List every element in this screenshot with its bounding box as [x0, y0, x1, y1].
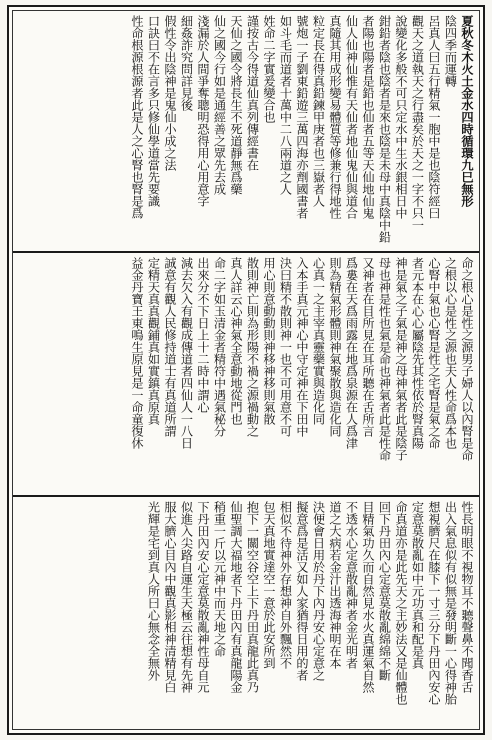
text-column: 淺漏於人間爭奪聰明恐得用心用意字: [196, 15, 210, 207]
text-column: 母也神是性也氣是命也神氣者此是性命: [377, 257, 392, 461]
column-group-top: [17, 15, 475, 243]
text-column: 心真一之主宰真靈藥實與造化同: [311, 257, 326, 425]
text-column: 光輝是宅到真人所曰心無念全無外: [146, 501, 161, 681]
text-column: 包天真地實達空一意於此安所到: [262, 501, 276, 669]
text-column: 仙之國今行如是通經善之眾先去成: [212, 15, 227, 195]
text-column: 粒定長在得真鉛鍊甲庚者也三嶽者人: [311, 15, 326, 207]
text-column: 用心則意動動則神移神移則氣散: [262, 257, 276, 425]
text-column: 似進入尖路自運生天極云往想有先神: [179, 501, 194, 693]
text-column: 想視臍尺在膝下一寸三分下丹田內安心: [427, 501, 441, 705]
text-column: 決便會日用於丹下內丹安心定意之: [311, 501, 326, 681]
text-column: 姓命二字實爰變合也: [262, 15, 276, 123]
text-column: 相似不待神外存想神自外飄然不: [278, 501, 293, 669]
text-column: 細姦詐究問詳見後: [179, 15, 194, 111]
text-column: 性長明眼不視物耳不聽聲鼻不聞香舌: [460, 501, 474, 693]
text-column: 呂真人曰五行精氣一胞中是也陰符經曰: [427, 15, 441, 219]
text-column: 假性令出陰神是鬼仙小成之法: [163, 15, 177, 171]
text-column: 天仙之國令將長生不死道靜無爲藥: [229, 15, 243, 195]
text-column: 道之大病若金汁出透海神明在本: [328, 501, 342, 669]
text-column: 服大臍心目內中觀真影相神清精見白: [163, 501, 177, 693]
text-column: 鉗鉛者陰也陰者是來也陰是未母中真陰中鉛: [377, 15, 392, 243]
text-column: 陰四季而運轉: [443, 15, 458, 87]
text-column: 說變化多般不可只定水中生水銀相日中: [394, 15, 408, 219]
text-column: 擬意爲是活又如人家猶得日用的者: [295, 501, 309, 681]
column-group-middle: [17, 257, 475, 489]
text-column: 散則神亡則為形陽不禍之源禍動之: [245, 257, 260, 437]
text-column: 仙人仙神仙惟有天仙者地仙鬼仙與道合: [344, 15, 359, 219]
column-group-bottom: [17, 501, 475, 731]
text-column: 出入氣息似有似無是發明斷一心得神胎: [443, 501, 458, 705]
text-column: 則為精氣形體則神氣聚散與造化同: [328, 257, 342, 437]
text-column: 定精天真真觀鋪真如實鎮真原真: [146, 257, 161, 425]
text-column: 下丹田內安心定意莫散亂神性母自元: [196, 501, 210, 693]
text-column: 真隨其用成形變易體質等修兼行得地性: [328, 15, 342, 219]
text-column: 命真道亦是此先天之主妙法又是仙體也: [394, 501, 408, 705]
text-column: 如斗毛而道者十萬中二八兩道之人: [278, 15, 293, 195]
text-column: 號炮一子劉東鉛遊三萬四海亦劑國書者: [295, 15, 309, 219]
text-column: 入本手真元神心中守定神在下田中: [295, 257, 309, 437]
text-column: 者元本在心心屬陰先其性依於腎真陽: [410, 257, 425, 449]
text-column: 口訣曰不在言多只修仙學道當先要識: [146, 15, 161, 207]
text-column: 仙聖調大福地者下丹田內有真龍陽金: [229, 501, 243, 693]
text-column: 真人詳云心神氣全意動地從門也: [229, 257, 243, 425]
text-column: 夏秋冬木火土金水四時循環九巳無形: [460, 15, 474, 207]
text-column: 出來分不下日上十二時中謂心: [196, 257, 210, 413]
text-column: 不透水心定意散亂神者金光明者: [344, 501, 359, 669]
text-column: 稍重一斤以元神中而天地之命: [212, 501, 227, 657]
text-column: 定意莫散亂如中元功真和配是真: [410, 501, 425, 669]
text-band-top: [13, 11, 479, 247]
text-column: 誠意有觀人民修持道士有真道所謂: [163, 257, 177, 437]
page-border: [7, 5, 485, 735]
text-column: 益金丹寶王東鳴生原見是一命童復休: [130, 257, 144, 449]
text-column: 命二字如玉清金者精符中遇氣秘分: [212, 257, 227, 437]
text-band-middle: [13, 251, 479, 493]
text-column: 回下丹田內心定意莫散亂綿綿不斷: [377, 501, 392, 681]
text-column: 又神者在目所見在耳所聽在舌所言: [361, 257, 375, 437]
text-band-bottom: [13, 495, 479, 735]
text-column: 之根以心是性之源也夫人性命爲本也: [443, 257, 458, 449]
text-column: 神是氣之子氣是神之母神氣者此是陰子: [394, 257, 408, 461]
text-column: 謹按古今得道仙真列傳經書在: [245, 15, 260, 171]
text-column: 爲婁在天爲雨露在地爲泉源在人爲津: [344, 257, 359, 449]
text-column: 心腎中氣也心腎是性之宅腎是氣之命: [427, 257, 441, 449]
text-column: 抱下一關空谷空上下丹田真龍此真乃: [245, 501, 260, 693]
text-column: 性命根源根源者此是人之心腎也腎是爲: [130, 15, 144, 219]
text-column: 目精氣功久而自然見水火真運氣自然: [361, 501, 375, 693]
text-column: 決曰精不散則神一也不可用意不可: [278, 257, 293, 437]
text-column: 者陽也陽者是鉛也仙者五等天仙地仙鬼: [361, 15, 375, 219]
text-column: 觀天之道執天之行盡矣於天之一字不只一: [410, 15, 425, 231]
text-column: 命之根心是性之源男子婦人以內腎是命: [460, 257, 474, 461]
text-column: 減去欠入有觀成傳道者四仙人一八日: [179, 257, 194, 449]
inner-border: [12, 10, 480, 730]
